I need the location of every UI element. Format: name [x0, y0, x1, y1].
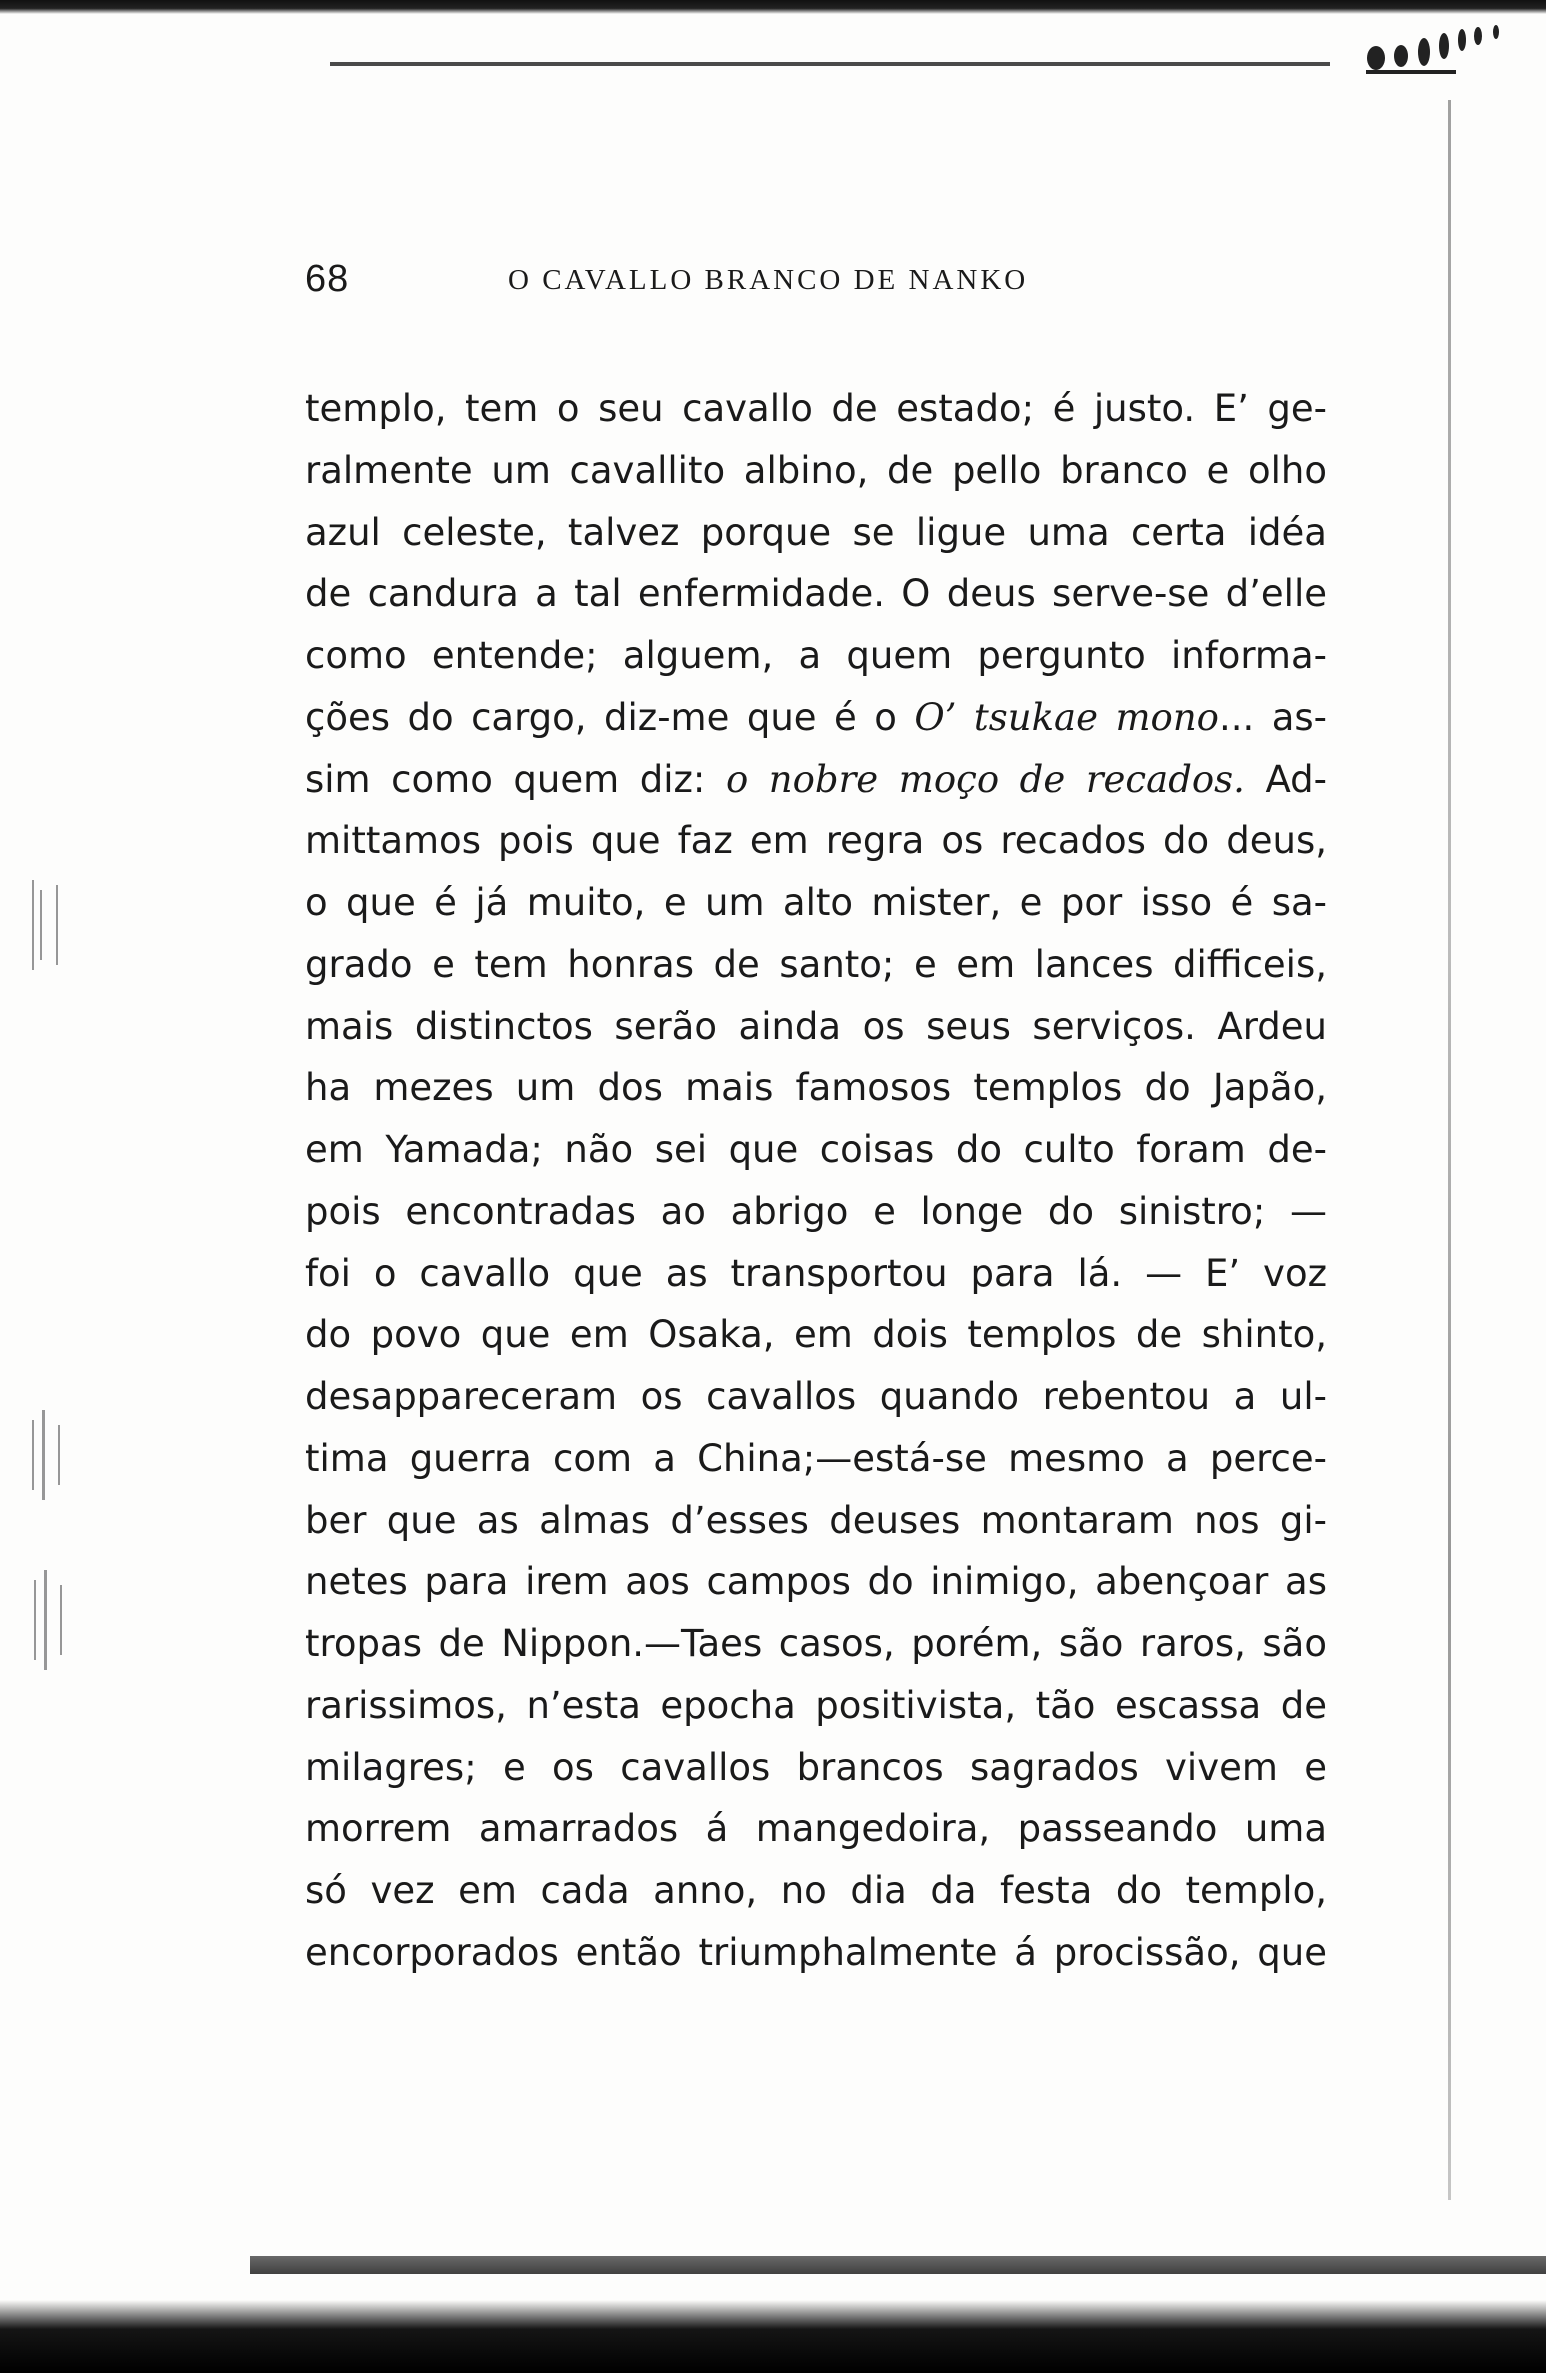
text-line: em Yamada; não sei que coisas do culto foram de-: [305, 1128, 1327, 1171]
scan-right-edge: [1448, 100, 1451, 2200]
text-line: do povo que em Osaka, em dois templos de shinto,: [305, 1313, 1327, 1357]
text-line: mittamos pois que faz em regra os recados do deus,: [305, 819, 1327, 863]
italic-phrase: o nobre moço de recados.: [725, 757, 1245, 801]
text-run: ... as-: [1218, 695, 1327, 739]
text-line: tropas de Nippon.—Taes casos, porém, são raros, são: [305, 1622, 1327, 1665]
body-paragraph: [305, 378, 1327, 1984]
text-line: [305, 749, 1327, 811]
scan-top-edge: [0, 0, 1546, 14]
text-line: grado e tem honras de santo; e em lances difficeis,: [305, 942, 1327, 986]
scan-left-speckles-icon: [22, 880, 72, 2030]
text-line: azul celeste, talvez porque se ligue uma certa idéa: [305, 510, 1327, 554]
text-line: netes para irem aos campos do inimigo, abençoar as: [305, 1560, 1327, 1604]
scan-corner-smudge-icon: [1306, 18, 1546, 88]
running-title: O CAVALLO BRANCO DE NANKO: [508, 264, 1029, 296]
running-head: [305, 258, 1335, 308]
italic-phrase: O’ tsukae mono: [914, 695, 1219, 739]
text-line: [305, 687, 1327, 749]
text-run: sim como quem diz:: [305, 757, 726, 801]
text-line: só vez em cada anno, no dia da festa do templo,: [305, 1869, 1327, 1912]
text-line: como entende; alguem, a quem pergunto informa-: [305, 634, 1327, 677]
scan-bottom-rule: [250, 2256, 1546, 2274]
scan-top-rule: [330, 62, 1330, 66]
text-line: desappareceram os cavallos quando rebentou a ul-: [305, 1375, 1327, 1418]
text-run: ções do cargo, diz-me que é o: [305, 695, 915, 739]
text-line: ralmente um cavallito albino, de pello branco e olho: [305, 448, 1327, 492]
text-line: ha mezes um dos mais famosos templos do Japão,: [305, 1066, 1327, 1110]
page-number: 68: [305, 258, 350, 300]
scan-bottom-edge: [0, 2300, 1546, 2373]
text-line: templo, tem o seu cavallo de estado; é justo. E’ ge-: [305, 387, 1327, 430]
text-line: mais distinctos serão ainda os seus serviços. Ardeu: [305, 1004, 1327, 1048]
text-line: rarissimos, n’esta epocha positivista, tão escassa de: [305, 1683, 1327, 1727]
text-line: morrem amarrados á mangedoira, passeando uma: [305, 1807, 1327, 1851]
text-line: milagres; e os cavallos brancos sagrados vivem e: [305, 1745, 1327, 1789]
text-line: encorporados então triumphalmente á procissão, que: [305, 1930, 1327, 1974]
text-line: pois encontradas ao abrigo e longe do sinistro; —: [305, 1189, 1327, 1233]
text-line: foi o cavallo que as transportou para lá. — E’ voz: [305, 1251, 1327, 1295]
text-line: ber que as almas d’esses deuses montaram nos gi-: [305, 1498, 1327, 1542]
text-run: Ad-: [1244, 757, 1327, 801]
text-line: o que é já muito, e um alto mister, e por isso é sa-: [305, 881, 1327, 924]
text-line: de candura a tal enfermidade. O deus serve-se d’elle: [305, 572, 1327, 616]
text-line: tima guerra com a China;—está-se mesmo a perce-: [305, 1436, 1327, 1480]
